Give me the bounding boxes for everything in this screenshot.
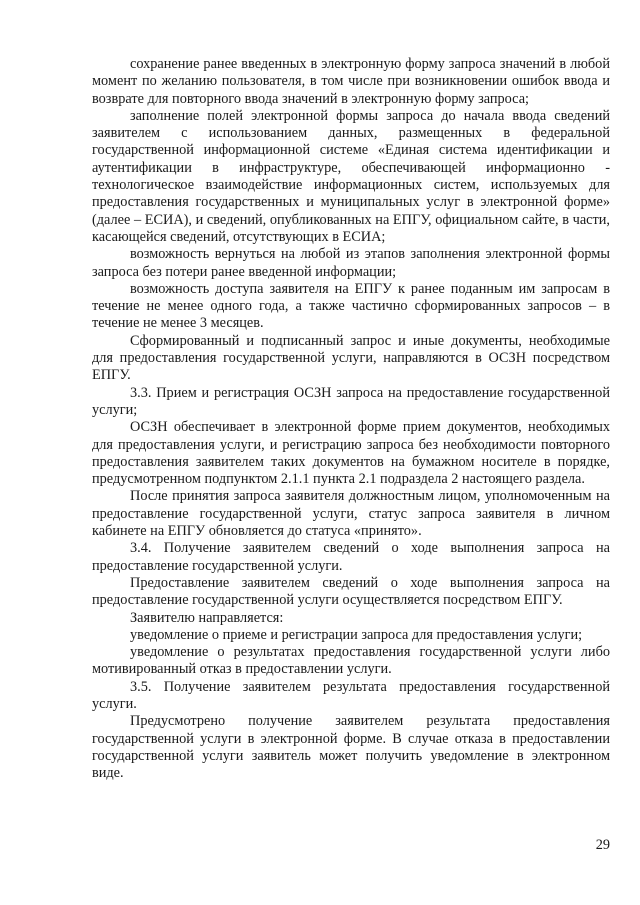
list-item-notification-registration: уведомление о приеме и регистрации запроса для предоставления услуги; — [130, 626, 583, 643]
document-page — [92, 56, 610, 782]
section-heading-3-3: 3.3. Прием и регистрация ОСЗН запроса на предоставление государственной услуги; — [92, 384, 610, 418]
paragraph-saving-values: сохранение ранее введенных в электронную форму запроса значений в любой момент по желанию пользователя, в том числе при возникновении ошибок ввода и возврате для повторного ввода значений в электронную форму запроса; — [92, 56, 610, 107]
section-heading-3-5: 3.5. Получение заявителем результата предоставления государственной услуги. — [92, 678, 610, 712]
paragraph-oszn-reception: ОСЗН обеспечивает в электронной форме прием документов, необходимых для предоставления услуги, и регистрацию запроса без необходимости повторного предоставления заявителем таких документов на бумажном носителе в порядке, предусмотренном подпунктом 2.1.1 пункта 2.1 подраздела 2 настоящего раздела. — [92, 419, 610, 488]
page-number: 29 — [595, 837, 610, 853]
paragraph-prefill-esia: заполнение полей электронной формы запроса до начала ввода сведений заявителем с использованием данных, размещенных в федеральной государственной информационной системе «Единая система идентификации и аутентификации в инфраструктуре, обеспечивающей информационно - технологическое взаимодействие информационных систем, используемых для предоставления государственных и муниципальных услуг в электронной форме» (далее – ЕСИА), и сведений, опубликованных на ЕПГУ, официальном сайте, в части, касающейся сведений, отсутствующих в ЕСИА; — [92, 107, 610, 245]
paragraph-formed-request: Сформированный и подписанный запрос и иные документы, необходимые для предоставления государственной услуги, направляются в ОСЗН посредством ЕПГУ. — [92, 332, 610, 384]
paragraph-result-electronic: Предусмотрено получение заявителем результата предоставления государственной услуги в электронной форме. В случае отказа в предоставлении государственной услуги заявитель может получить уведомление в электронном виде. — [92, 713, 610, 782]
paragraph-applicant-receives: Заявителю направляется: — [130, 609, 284, 626]
paragraph-return-to-step: возможность вернуться на любой из этапов заполнения электронной формы запроса без потери ранее введенной информации; — [92, 246, 610, 280]
list-item-notification-results: уведомление о результатах предоставления государственной услуги либо мотивированный отказ в предоставлении услуги. — [92, 644, 610, 678]
section-heading-3-4: 3.4. Получение заявителем сведений о ходе выполнения запроса на предоставление государственной услуги. — [92, 540, 610, 574]
paragraph-access-requests: возможность доступа заявителя на ЕПГУ к ранее поданным им запросам в течение не менее одного года, а также частично сформированных запросов – в течение не менее 3 месяцев. — [92, 280, 610, 332]
paragraph-status-accepted: После принятия запроса заявителя должностным лицом, уполномоченным на предоставление государственной услуги, статус запроса заявителя в личном кабинете на ЕПГУ обновляется до статуса «принято». — [92, 488, 610, 540]
paragraph-progress-info: Предоставление заявителем сведений о ходе выполнения запроса на предоставление государственной услуги осуществляется посредством ЕПГУ. — [92, 574, 610, 609]
